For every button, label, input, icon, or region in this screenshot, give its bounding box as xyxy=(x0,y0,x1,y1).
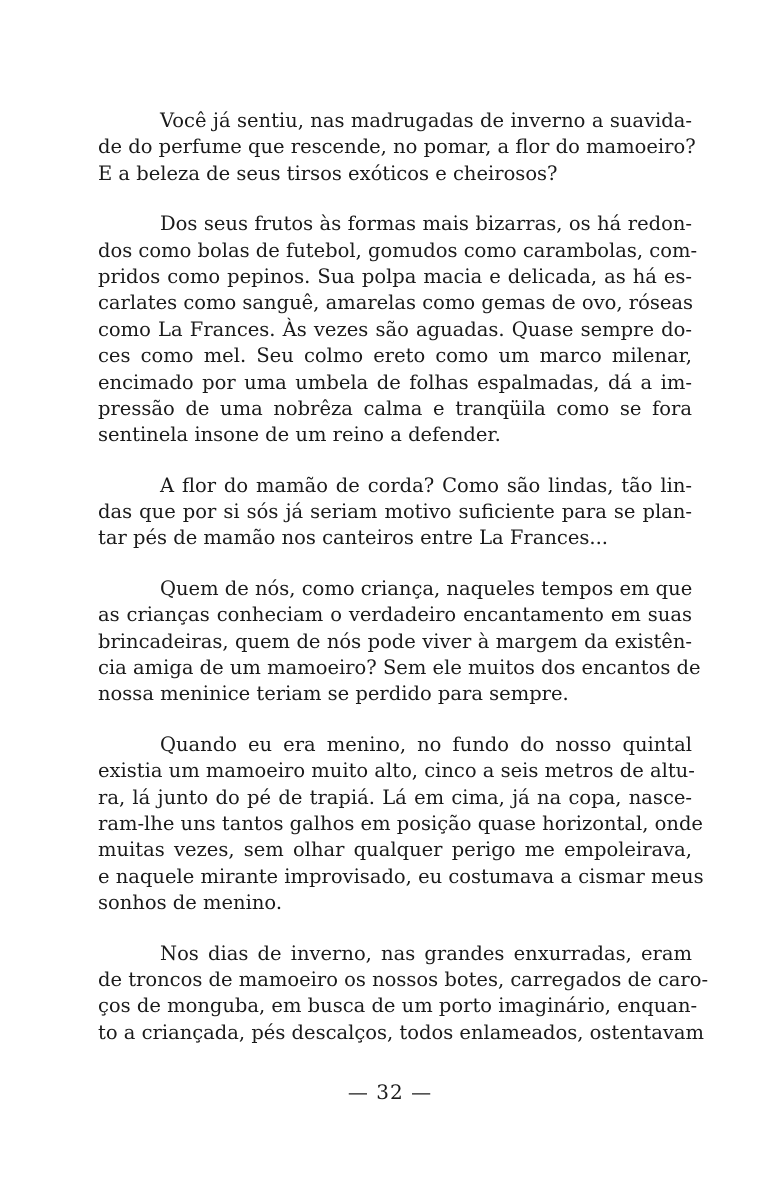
text-line: Nos dias de inverno, nas grandes enxurradas, eram xyxy=(160,941,692,965)
text-line: as crianças conheciam o verdadeiro encantamento em suas xyxy=(98,603,692,627)
text-line: como La Frances. Às vezes são aguadas. Quase sempre do- xyxy=(98,317,692,341)
text-line: dos como bolas de futebol, gomudos como carambolas, com- xyxy=(98,238,698,262)
text-line: ram-lhe uns tantos galhos em posição quase horizontal, onde xyxy=(98,811,703,835)
text-line: de do perfume que rescende, no pomar, a flor do mamoeiro? xyxy=(98,135,696,159)
text-line: ces como mel. Seu colmo ereto como um marco milenar, xyxy=(98,344,692,368)
paragraph xyxy=(98,576,701,708)
page-body xyxy=(98,108,709,1070)
text-line: muitas vezes, sem olhar qualquer perigo me empoleirava, xyxy=(98,838,692,862)
text-line: A flor do mamão de corda? Como são lindas, tão lin- xyxy=(160,473,692,497)
text-line: E a beleza de seus tirsos exóticos e cheirosos? xyxy=(98,161,558,185)
text-line: brincadeiras, quem de nós pode viver à margem da existên- xyxy=(98,629,692,653)
paragraph xyxy=(98,473,692,552)
text-line: sentinela insone de um reino a defender. xyxy=(98,423,501,447)
text-line: sonhos de menino. xyxy=(98,891,283,915)
paragraph xyxy=(98,211,698,449)
text-line: ços de monguba, em busca de um porto imaginário, enquan- xyxy=(98,994,698,1018)
text-line: encimado por uma umbela de folhas espalmadas, dá a im- xyxy=(98,370,692,394)
text-line: existia um mamoeiro muito alto, cinco a seis metros de altu- xyxy=(98,759,695,783)
text-line: Quem de nós, como criança, naqueles tempos em que xyxy=(160,576,693,600)
text-line: Dos seus frutos às formas mais bizarras, os há redon- xyxy=(160,212,692,236)
text-line: Você já sentiu, nas madrugadas de inverno a suavida- xyxy=(160,109,692,132)
text-line: cia amiga de um mamoeiro? Sem ele muitos dos encantos de xyxy=(98,656,701,680)
text-line: tar pés de mamão nos canteiros entre La Frances... xyxy=(98,526,608,550)
text-line: to a criançada, pés descalços, todos enlameados, ostentavam xyxy=(98,1020,704,1044)
text-line: pressão de uma nobrêza calma e tranqüila como se fora xyxy=(98,396,692,420)
paragraph xyxy=(98,941,709,1047)
text-line: Quando eu era menino, no fundo do nosso quintal xyxy=(160,732,692,756)
paragraph xyxy=(98,732,704,917)
text-line: das que por si sós já seriam motivo suficiente para se plan- xyxy=(98,500,692,524)
text-line: de troncos de mamoeiro os nossos botes, carregados de caro- xyxy=(98,967,709,991)
text-line: nossa meninice teriam se perdido para sempre. xyxy=(98,682,569,706)
text-line: carlates como sanguê, amarelas como gemas de ovo, róseas xyxy=(98,291,694,315)
text-line: e naquele mirante improvisado, eu costumava a cismar meus xyxy=(98,864,704,888)
text-line: pridos como pepinos. Sua polpa macia e delicada, as há es- xyxy=(98,264,692,288)
text-line: ra, lá junto do pé de trapiá. Lá em cima, já na copa, nasce- xyxy=(98,785,692,809)
paragraph xyxy=(98,108,696,187)
page-number: — 32 — xyxy=(347,1080,433,1104)
